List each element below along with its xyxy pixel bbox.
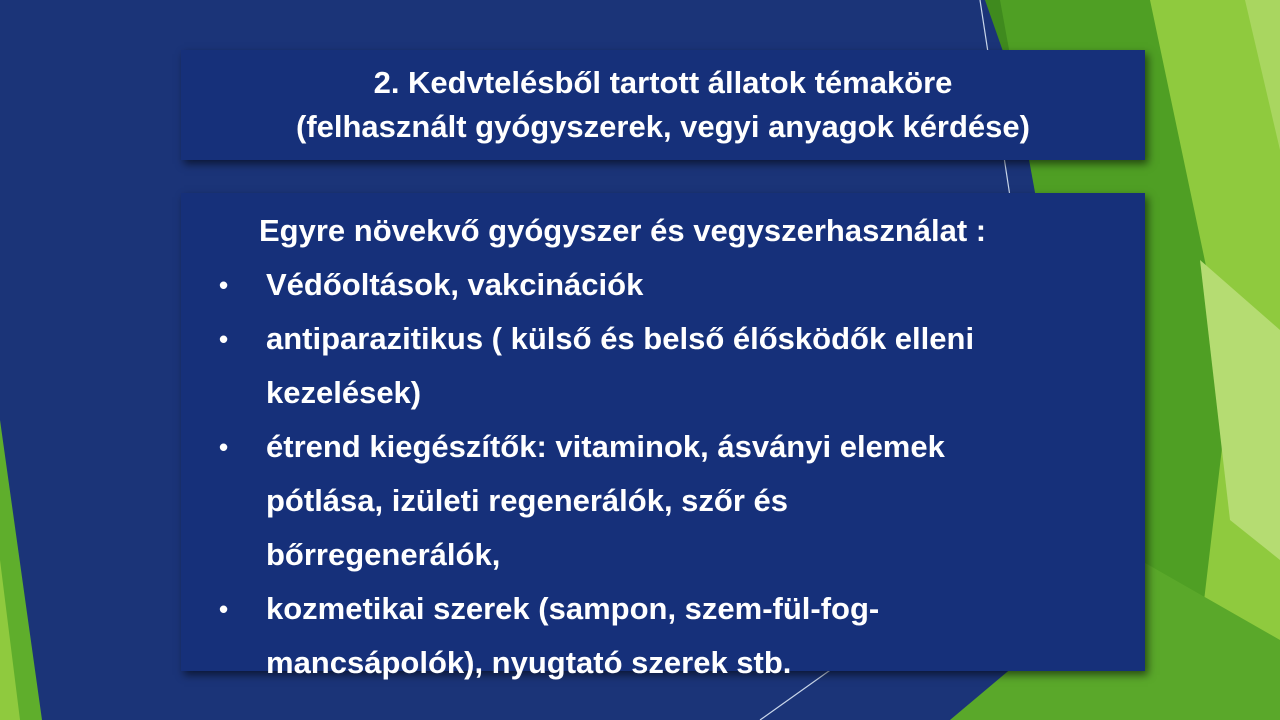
bullet-text-line: kozmetikai szerek (sampon, szem-fül-fog- [266,591,880,626]
title-line-1: 2. Kedvtelésből tartott állatok témaköre [373,65,953,100]
bullet-item-supplements [181,420,1145,582]
bullet-text-line: Védőoltások, vakcinációk [266,267,644,302]
bullet-item-vaccinations [181,258,1145,312]
bullet-icon: • [219,432,229,462]
bullet-list [181,258,1145,690]
title-box [181,50,1145,160]
bullet-item-cosmetics [181,582,1145,690]
bullet-icon: • [219,324,229,354]
bullet-text-line: pótlása, izületi regenerálók, szőr és [266,483,789,518]
bullet-text-line: kezelések) [266,375,422,410]
bullet-text-line: mancsápolók), nyugtató szerek stb. [266,645,792,680]
bullet-icon: • [219,594,229,624]
bullet-text-line: antiparazitikus ( külső és belső élősködők elleni [266,321,975,356]
bullet-item-antiparasitic [181,312,1145,420]
content-box [181,193,1145,680]
bullet-text-line: étrend kiegészítők: vitaminok, ásványi elemek [266,429,945,464]
intro-text: Egyre növekvő gyógyszer és vegyszerhasználat : [259,213,987,248]
title-line-2: (felhasznált gyógyszerek, vegyi anyagok kérdése) [296,109,1030,144]
bullet-text-line: bőrregenerálók, [266,537,501,572]
bullet-icon: • [219,270,229,300]
